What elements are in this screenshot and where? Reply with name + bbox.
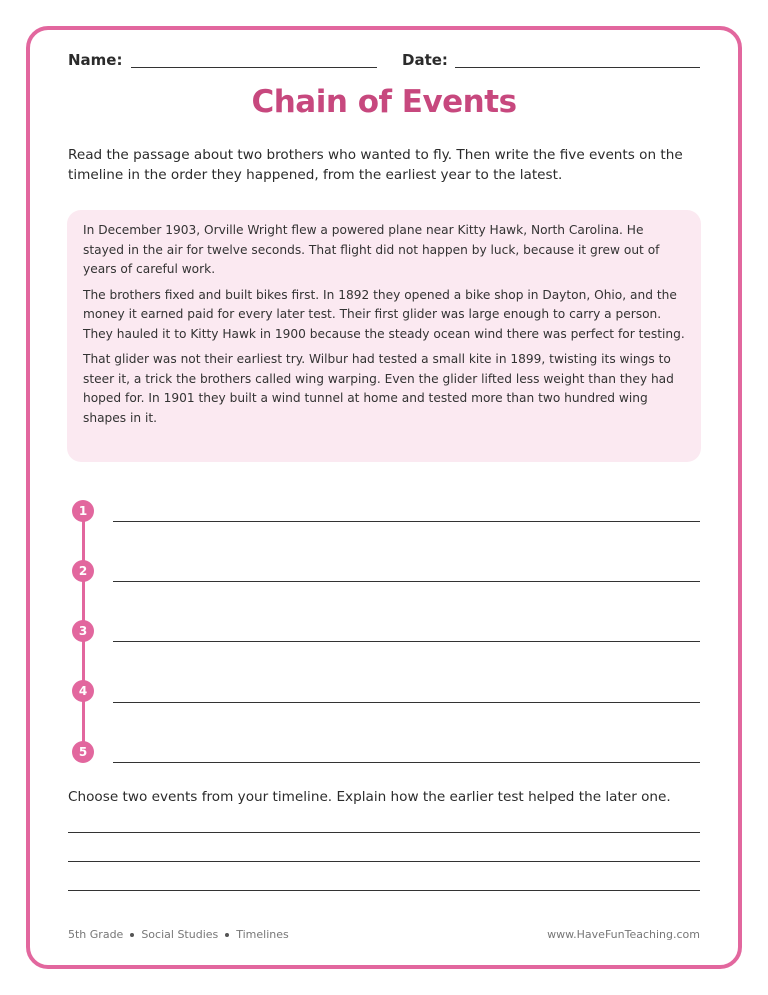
name-answer-line[interactable] bbox=[131, 67, 377, 68]
footer-grade: 5th Grade bbox=[68, 928, 124, 941]
response-line-1[interactable] bbox=[68, 832, 700, 833]
instructions-text: Read the passage about two brothers who wanted to fly. Then write the five events on the timeline in the order they happened, from the earliest year to the latest. bbox=[68, 147, 683, 183]
timeline-step-2-badge: 2 bbox=[72, 560, 94, 582]
reading-passage bbox=[67, 210, 701, 462]
bullet-icon bbox=[130, 933, 134, 937]
passage-paragraph-3: That glider was not their earliest try. Wilbur had tested a small kite in 1899, twisting its wings to steer it, a trick the brothers called wing warping. Even the glider lifted less weight than they had hoped for. In 1901 they built a wind tunnel at home and tested more than two hundred wing shapes in it. bbox=[83, 352, 674, 425]
timeline-step-4-badge: 4 bbox=[72, 680, 94, 702]
response-line-2[interactable] bbox=[68, 861, 700, 862]
question-text: Choose two events from your timeline. Explain how the earlier test helped the later one. bbox=[68, 789, 671, 805]
footer-topic: Timelines bbox=[236, 928, 289, 941]
timeline-answer-line-4[interactable] bbox=[113, 702, 700, 703]
date-label: Date: bbox=[402, 51, 448, 69]
passage-paragraph-1: In December 1903, Orville Wright flew a powered plane near Kitty Hawk, North Carolina. He stayed in the air for twelve seconds. That flight did not happen by luck, because it grew out of years of careful work. bbox=[83, 223, 660, 276]
footer-subject: Social Studies bbox=[141, 928, 219, 941]
timeline-step-3-badge: 3 bbox=[72, 620, 94, 642]
bullet-icon bbox=[225, 933, 229, 937]
page-title: Chain of Events bbox=[251, 84, 517, 120]
timeline-answer-line-1[interactable] bbox=[113, 521, 700, 522]
date-answer-line[interactable] bbox=[455, 67, 700, 68]
timeline-answer-line-2[interactable] bbox=[113, 581, 700, 582]
passage-paragraph-2: The brothers fixed and built bikes first. In 1892 they opened a bike shop in Dayton, Ohio, and the money it earned paid for every later test. Their first glider was large enough to carry a person. They hauled it to Kitty Hawk in 1900 because the steady ocean wind there was perfect for testing. bbox=[83, 287, 685, 341]
timeline-answer-line-3[interactable] bbox=[113, 641, 700, 642]
footer-tags bbox=[68, 928, 289, 941]
name-label: Name: bbox=[68, 51, 123, 69]
footer-website: www.HaveFunTeaching.com bbox=[547, 928, 700, 941]
timeline-step-5-badge: 5 bbox=[72, 741, 94, 763]
timeline-step-1-badge: 1 bbox=[72, 500, 94, 522]
timeline-answer-line-5[interactable] bbox=[113, 762, 700, 763]
response-line-3[interactable] bbox=[68, 890, 700, 891]
